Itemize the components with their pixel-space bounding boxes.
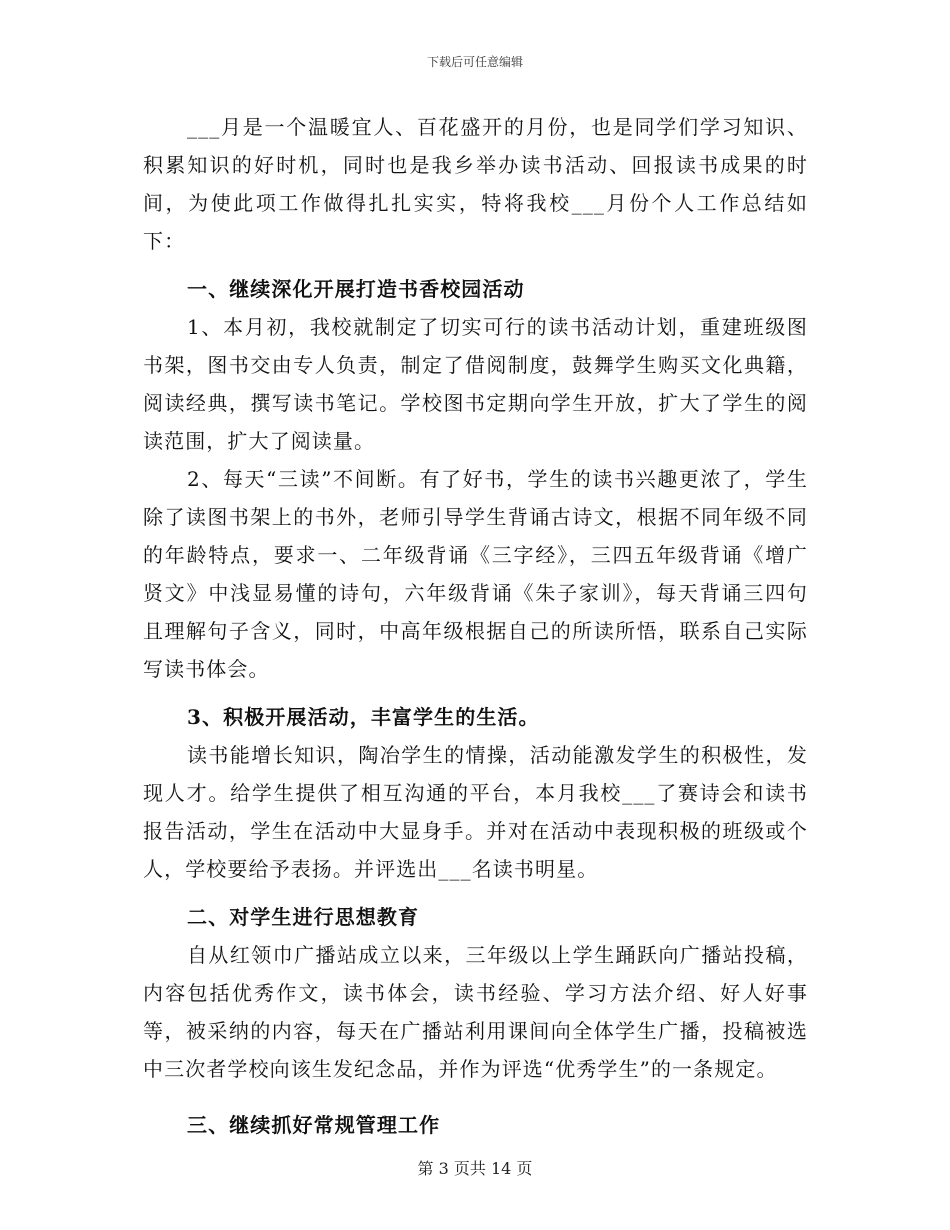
paragraph-radio-station: 自从红领巾广播站成立以来，三年级以上学生踊跃向广播站投稿，内容包括优秀作文，读书体会，读书经验、学习方法介绍、好人好事等，被采纳的内容，每天在广播站利用课间向全体学生广播，投稿被选中三次者学校向该生发纪念品，并作为评选“优秀学生”的一条规定。 <box>143 943 808 1081</box>
section-heading-3: 三、继续抓好常规管理工作 <box>187 1113 441 1137</box>
section-heading-2: 二、对学生进行思想教育 <box>187 905 420 929</box>
page-footer: 第 3 页共 14 页 <box>417 1159 533 1178</box>
paragraph-item-2: 2、每天“三读”不间断。有了好书，学生的读书兴趣更浓了，学生除了读图书架上的书外，老师引导学生背诵古诗文，根据不同年级不同的年龄特点，要求一、二年级背诵《三字经》，三四五年级背诵《增广贤文》中浅显易懂的诗句，六年级背诵《朱子家训》，每天背诵三四句且理解句子含义，同时，中高年级根据自己的所读所悟，联系自己实际写读书体会。 <box>143 467 808 681</box>
page-header: 下载后可任意编辑 <box>426 55 523 69</box>
document-body <box>143 108 808 1144</box>
intro-paragraph: ___月是一个温暖宜人、百花盛开的月份，也是同学们学习知识、积累知识的好时机，同时也是我乡举办读书活动、回报读书成果的时间，为使此项工作做得扎扎实实，特将我校___月份个人工作总结如下： <box>143 115 808 253</box>
subsection-heading-3: 3、积极开展活动，丰富学生的生活。 <box>187 705 540 729</box>
paragraph-item-1: 1、本月初，我校就制定了切实可行的读书活动计划，重建班级图书架，图书交由专人负责，制定了借阅制度，鼓舞学生购买文化典籍，阅读经典，撰写读书笔记。学校图书定期向学生开放，扩大了学生的阅读范围，扩大了阅读量。 <box>143 315 808 453</box>
section-heading-1: 一、继续深化开展打造书香校园活动 <box>187 277 525 301</box>
paragraph-activities: 读书能增长知识，陶冶学生的情操，活动能激发学生的积极性，发现人才。给学生提供了相互沟通的平台，本月我校___了赛诗会和读书报告活动，学生在活动中大显身手。并对在活动中表现积极的班级或个人，学校要给予表扬。并评选出___名读书明星。 <box>143 743 808 881</box>
